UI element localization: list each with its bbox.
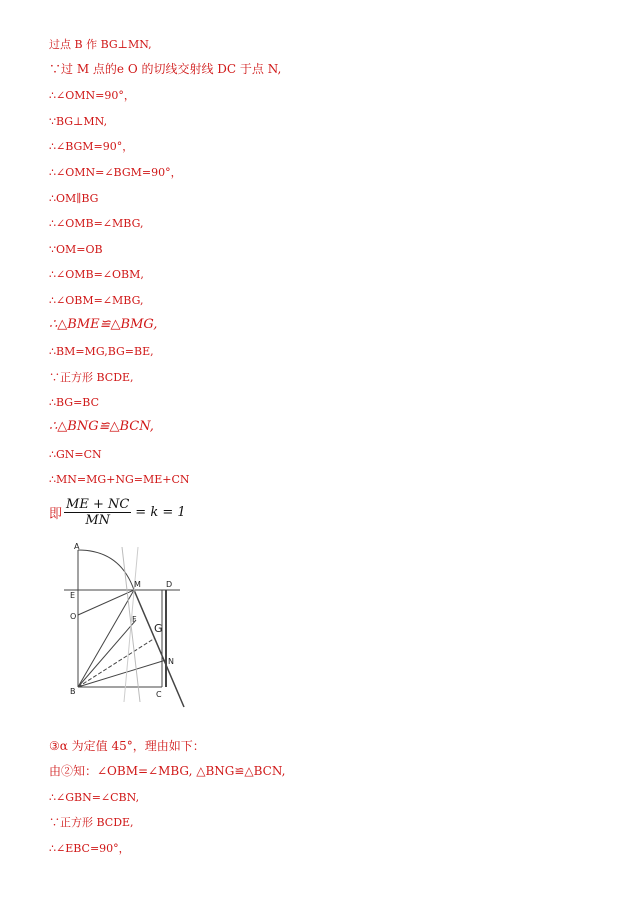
label-D: D <box>166 580 173 589</box>
proof-line-9: ∵OM=OB <box>49 243 103 256</box>
proof-line-11: ∴∠OBM=∠MBG, <box>49 294 144 307</box>
fraction <box>64 497 131 528</box>
segment-OM <box>78 590 134 615</box>
reason-line-3: ∴∠GBN=∠CBN, <box>49 791 140 804</box>
label-E: E <box>70 591 76 600</box>
label-M: M <box>134 580 141 589</box>
fraction-numerator: ME + NC <box>66 497 130 512</box>
proof-line-1: 过点 B 作 BG⊥MN, <box>49 38 152 51</box>
segment-BF <box>78 620 136 687</box>
label-N: N <box>168 657 174 666</box>
geometry-figure <box>62 542 188 712</box>
proof-line-8: ∴∠OMB=∠MBG, <box>49 217 144 230</box>
proof-line-18: ∴MN=MG+NG=ME+CN <box>49 473 190 486</box>
arc-AM <box>78 550 134 590</box>
label-G: G <box>154 622 163 635</box>
formula-result: = k = 1 <box>135 505 186 520</box>
proof-line-6: ∴∠OMN=∠BGM=90°， <box>49 166 182 179</box>
formula-lead: 即 <box>49 507 63 522</box>
proof-line-5: ∴∠BGM=90°， <box>49 140 134 153</box>
fraction-denominator: MN <box>85 513 110 528</box>
label-B: B <box>70 687 76 696</box>
proof-line-12: ∴△BME≌△BMG, <box>49 317 158 332</box>
reason-line-4: ∵正方形 BCDE, <box>49 816 134 829</box>
proof-line-15: ∴BG=BC <box>49 396 99 409</box>
proof-line-13: ∴BM=MG,BG=BE, <box>49 345 154 358</box>
label-A: A <box>74 542 80 551</box>
segment-BG <box>78 638 155 687</box>
proof-line-4: ∵BG⊥MN, <box>49 115 108 128</box>
proof-line-17: ∴GN=CN <box>49 448 102 461</box>
proof-line-16: ∴△BNG≌△BCN, <box>49 419 154 434</box>
label-O: O <box>70 612 77 621</box>
ratio-formula <box>49 497 186 528</box>
proof-line-2: ∵过 M 点的e O 的切线交射线 DC 于点 N, <box>49 62 282 76</box>
proof-line-7: ∴OM∥BG <box>49 192 99 205</box>
construction-line-2 <box>124 547 138 702</box>
proof-line-3: ∴∠OMN=90°， <box>49 89 135 102</box>
proof-line-14: ∵正方形 BCDE, <box>49 371 134 384</box>
reason-line-5: ∴∠EBC=90°， <box>49 842 130 855</box>
reason-line-2: 由②知：∠OBM=∠MBG, △BNG≌△BCN, <box>49 764 286 778</box>
label-F: F <box>132 615 137 624</box>
proof-line-10: ∴∠OMB=∠OBM, <box>49 268 144 281</box>
label-C: C <box>156 690 162 699</box>
reason-line-1: ③α 为定值 45°，理由如下： <box>49 739 205 753</box>
